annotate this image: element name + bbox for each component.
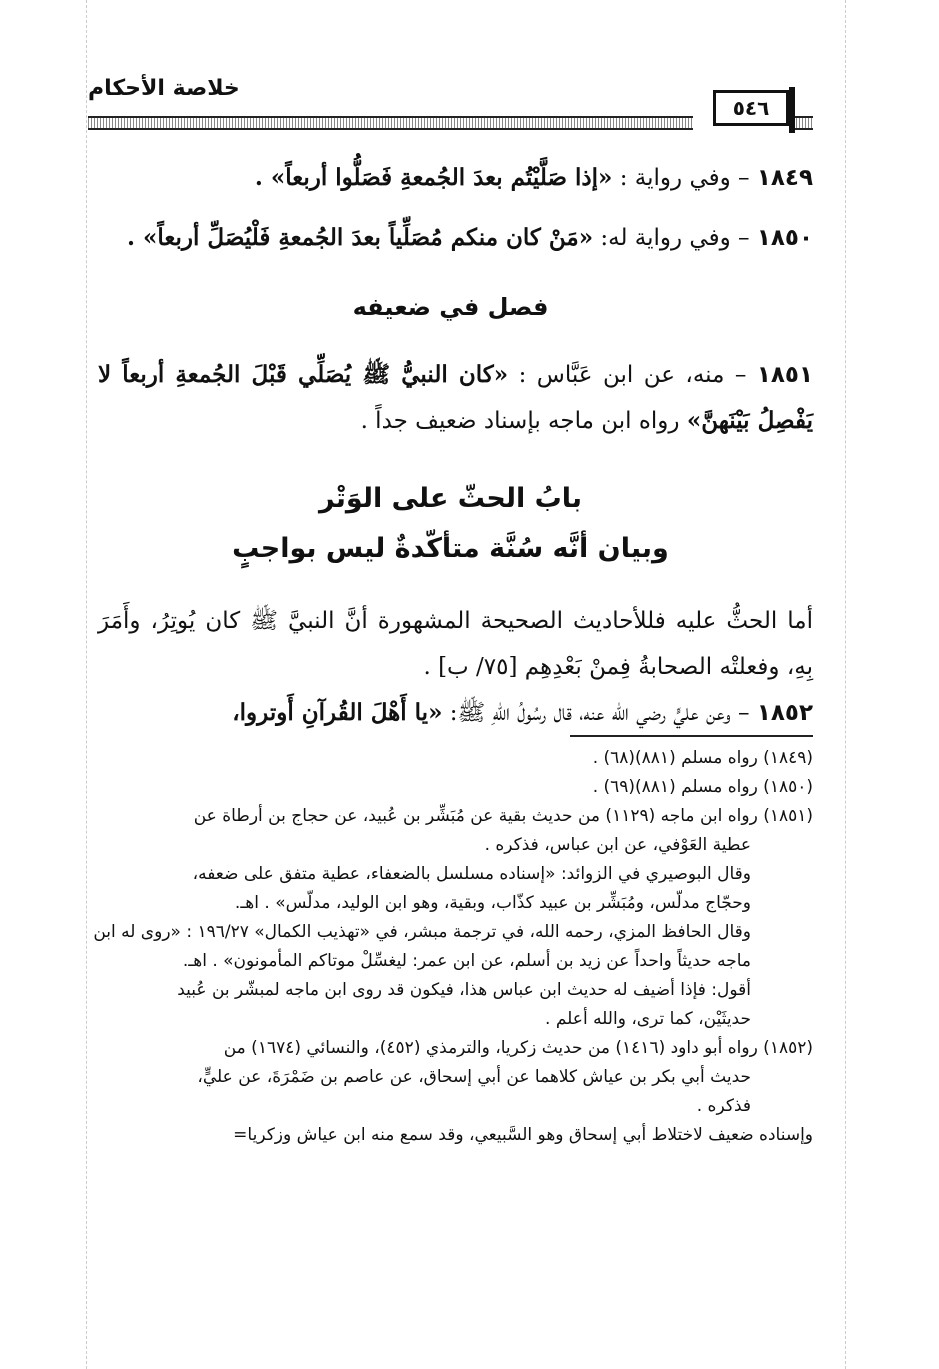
hadith-1851 xyxy=(98,352,813,444)
hadith-quote: «يا أَهْلَ القُرآنِ أَوتروا، xyxy=(232,699,443,726)
header-rule xyxy=(88,116,693,130)
footnote-1850: (١٨٥٠) رواه مسلم (٨٨١)(٦٩) . xyxy=(592,777,813,797)
footnote-line: وقال البوصيري في الزوائد: «إسناده مسلسل بالضعفاء، عطية متفق على ضعفه، xyxy=(192,864,751,884)
hadith-1849 xyxy=(255,155,813,201)
chapter-intro: أما الحثُّ عليه فللأحاديث الصحيحة المشهورة أنَّ النبيَّ ﷺ كان يُوتِرُ، وأَمَرَ بِهِ، وفعلتْه الصحابةُ فِمنْ بَعْدِهِم [٧٥/ ب] . xyxy=(98,608,813,680)
footnote-line: عطية العَوْفي، عن ابن عباس، فذكره . xyxy=(484,835,751,855)
page-header xyxy=(88,72,813,132)
hadith-intro: – وعن عليٍّ رضي الله عنه، قال رسُولُ اللهِ ﷺ: xyxy=(449,700,750,726)
footnotes xyxy=(88,744,813,1150)
footnote-1851: (١٨٥١) رواه ابن ماجه (١١٢٩) من حديث بقية عن مُبَشِّر بن عُبيد، عن حجاج بن أرطاة عن xyxy=(193,806,813,826)
section-title: فصل في ضعيفه xyxy=(352,293,549,321)
hadith-number: ١٨٥٢ xyxy=(756,700,813,726)
hadith-1852 xyxy=(232,690,813,736)
chapter-heading xyxy=(88,474,813,574)
hadith-number: ١٨٤٩ xyxy=(756,165,813,191)
footnote-1849: (١٨٤٩) رواه مسلم (٨٨١)(٦٨) . xyxy=(592,748,813,768)
guide-line xyxy=(86,0,87,1369)
chapter-heading-line2: وبيان أنَّه سُنَّة متأكّدةٌ ليس بواجبٍ xyxy=(232,533,669,564)
footnote-divider xyxy=(570,735,813,737)
hadith-number: ١٨٥١ xyxy=(756,362,814,388)
hadith-intro: – وفي رواية : xyxy=(619,165,750,191)
footnote-line: وحجّاج مدلّس، ومُبَشِّر بن عبيد كذّاب، وبقية، وهو ابن الوليد، مدلّس» . اهـ. xyxy=(234,893,751,913)
book-title: خلاصة الأحكام xyxy=(88,76,240,101)
chapter-heading-line1: بابُ الحثّ على الوَتْر xyxy=(318,483,583,514)
footnote-1852: (١٨٥٢) رواه أبو داود (١٤١٦) من حديث زكريا، والترمذي (٤٥٢)، والنسائي (١٦٧٤) من xyxy=(223,1038,813,1058)
hadith-quote: «مَنْ كان منكم مُصَلِّياً بعدَ الجُمعةِ فَلْيُصَلِّ أربعاً» . xyxy=(127,224,594,251)
footnote-line: وإسناده ضعيف لاختلاط أبي إسحاق وهو السَّبيعي، وقد سمع منه ابن عياش وزكريا= xyxy=(233,1125,813,1145)
hadith-grading: رواه ابن ماجه بإسناد ضعيف جداً . xyxy=(360,408,680,434)
footnote-line: وقال الحافظ المزي، رحمه الله، في ترجمة مبشر، في «تهذيب الكمال» ١٩٦/٢٧ : «روى له ابن xyxy=(93,922,751,942)
hadith-intro: – وفي رواية له: xyxy=(600,225,750,251)
hadith-number: ١٨٥٠ xyxy=(756,225,813,251)
footnote-line: فذكره . xyxy=(696,1096,751,1116)
footnote-line: ماجه حديثاً واحداً عن زيد بن أسلم، عن ابن عمر: ليغسِّلْ موتاكم المأمونون» . اهـ. xyxy=(182,951,751,971)
footnote-line: حديث أبي بكر بن عياش كلاهما عن أبي إسحاق، عن عاصم بن ضَمْرَةَ، عن عليٍّ، xyxy=(197,1067,751,1087)
footnote-line: أقول: فإذا أضيف له حديث ابن عباس هذا، فيكون قد روى ابن ماجه لمبشّر بن عُبيد xyxy=(177,980,751,1000)
hadith-quote: «كان النبيُّ ﷺ يُصَلِّي قَبْلَ الجُمعةِ أربعاً لا يَفْصِلُ بَيْنَهنَّ» xyxy=(98,361,813,434)
hadith-quote: «إذا صَلَّيْتُم بعدَ الجُمعةِ فَصَلُّوا أربعاً» . xyxy=(254,164,613,191)
header-rule-end xyxy=(793,116,813,130)
hadith-1850 xyxy=(127,215,813,261)
hadith-intro: – منه، عن ابن عَبَّاس : xyxy=(518,362,747,388)
guide-line xyxy=(845,0,846,1369)
page-number: ٥٤٦ xyxy=(713,90,789,126)
footnote-line: حديثَيْن، كما ترى، والله أعلم . xyxy=(545,1009,751,1029)
